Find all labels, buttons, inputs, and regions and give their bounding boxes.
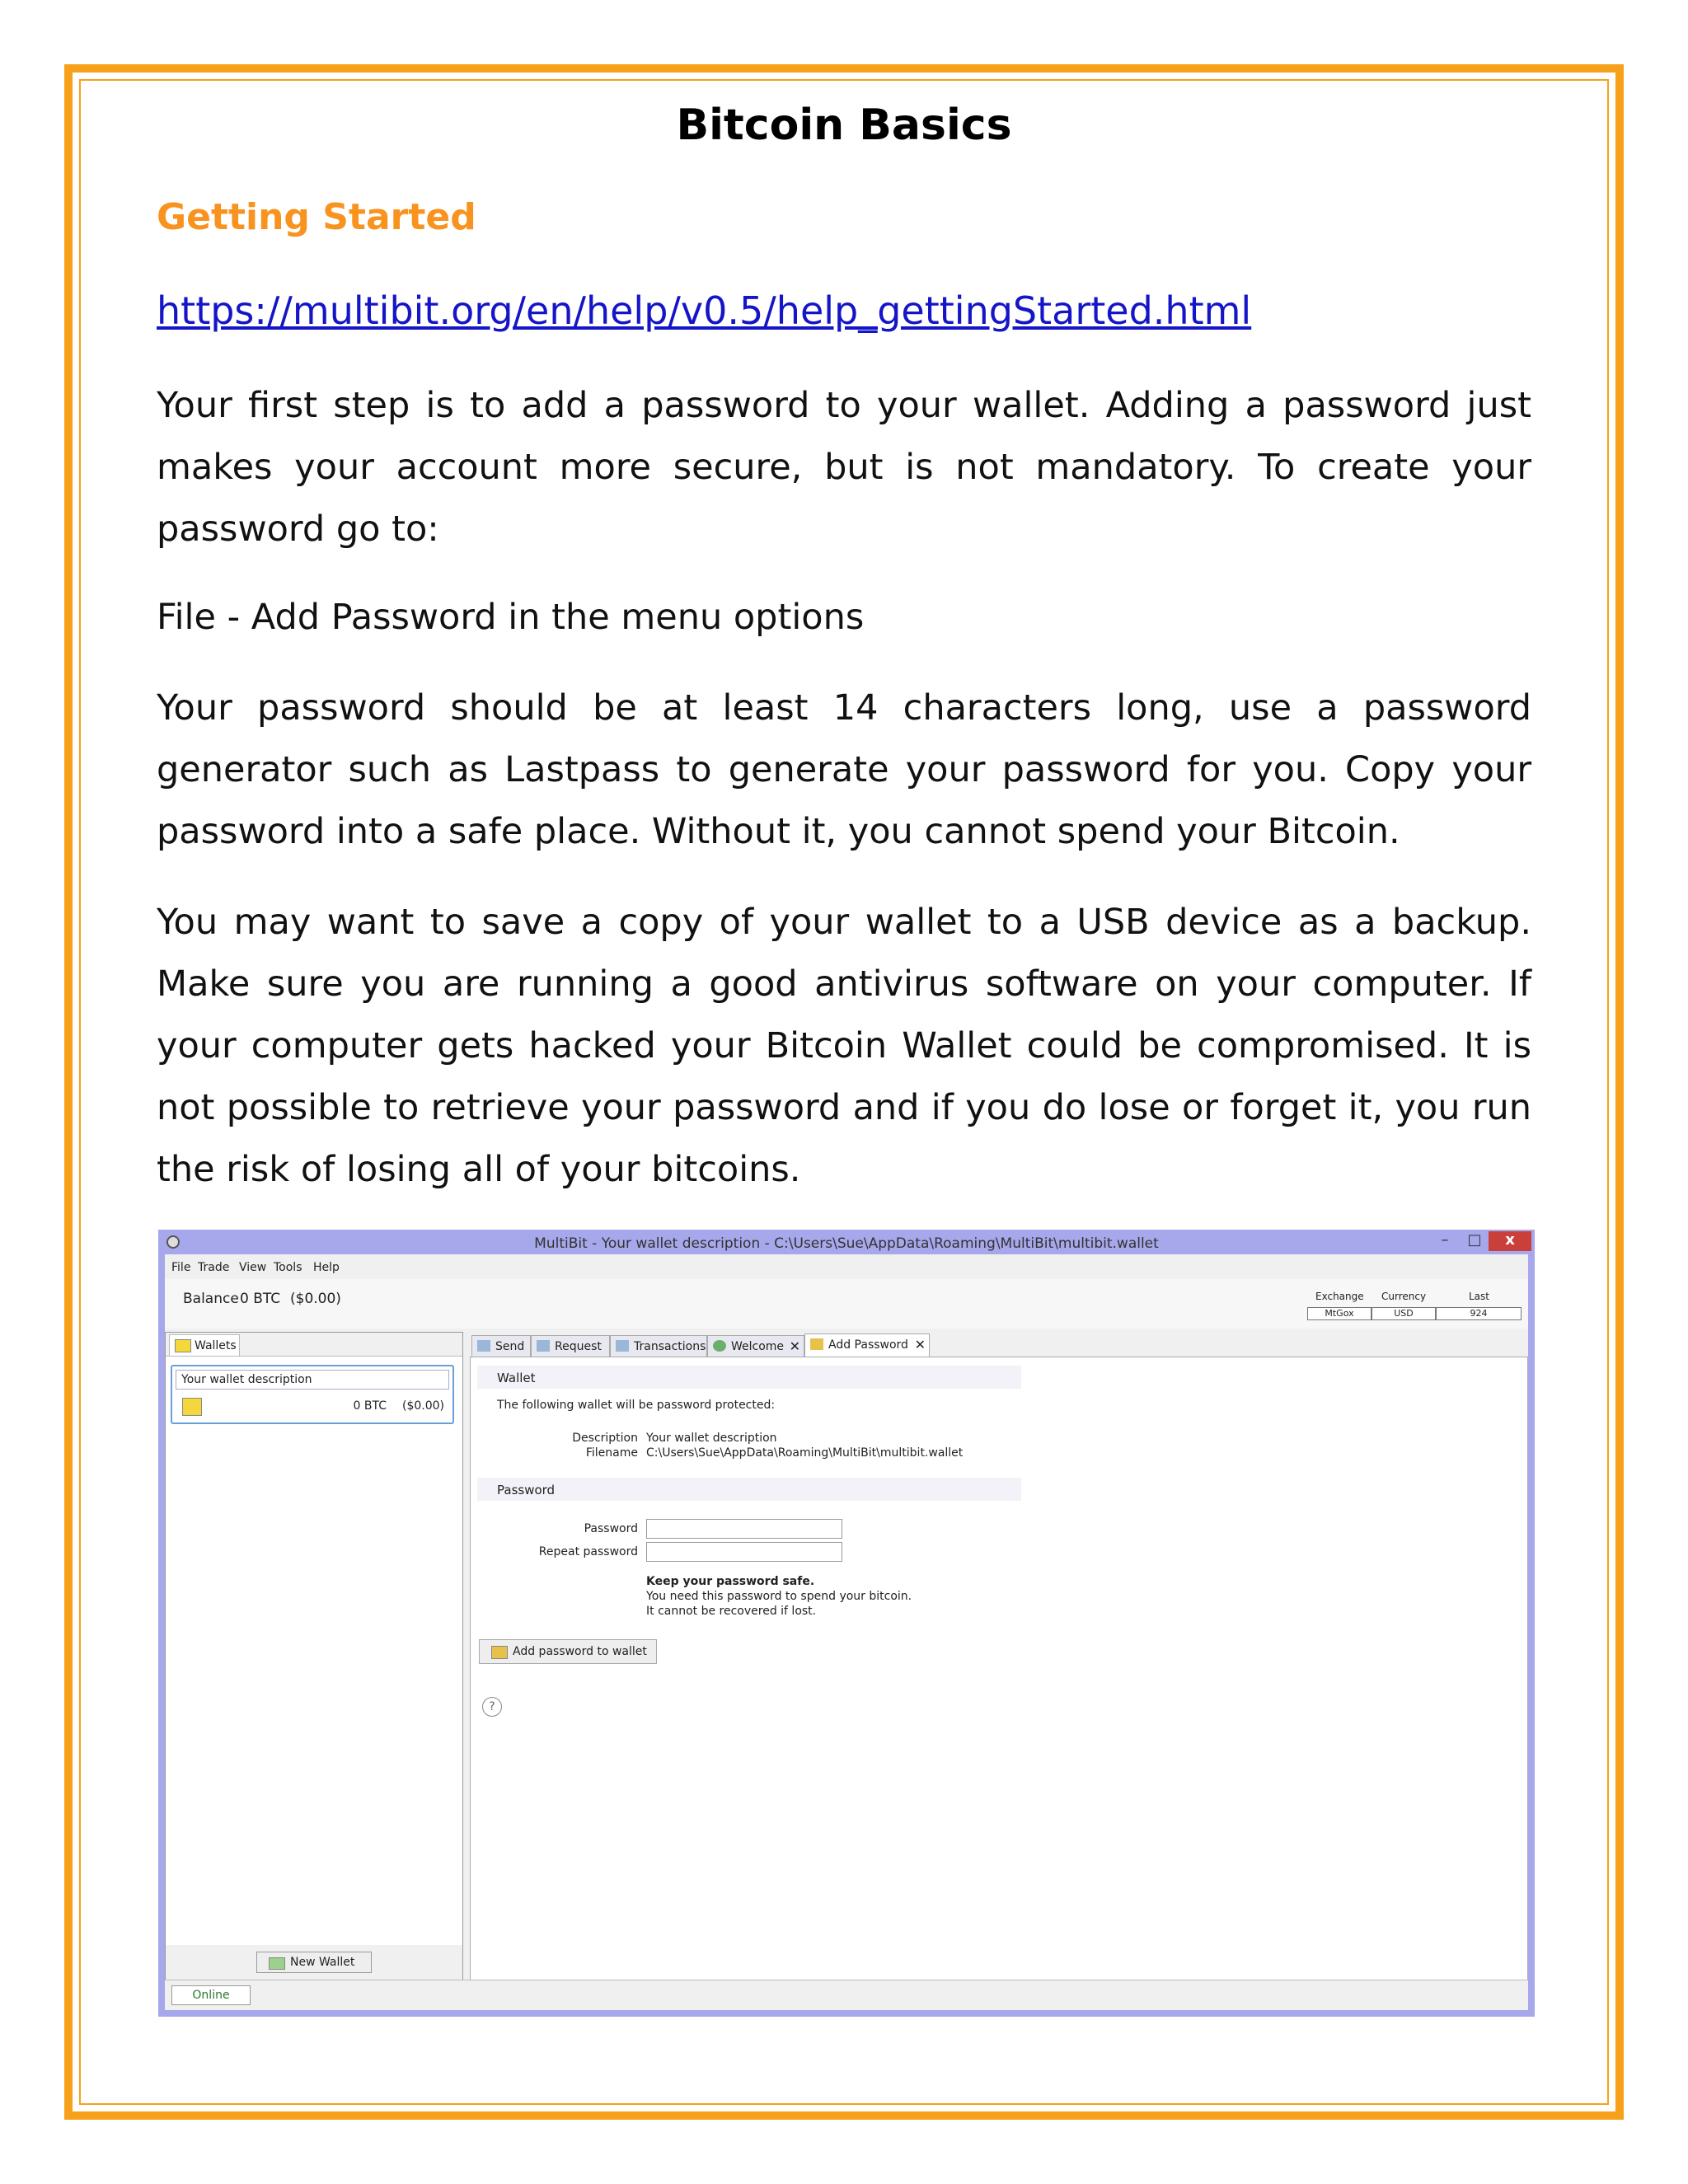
help-icon[interactable]: ? [482, 1697, 502, 1717]
add-password-label: Add password to wallet [513, 1645, 647, 1658]
tab-send-label: Send [495, 1340, 525, 1353]
main-area [470, 1332, 1528, 1980]
menu-file[interactable]: File [171, 1261, 191, 1274]
balance-btc: 0 BTC [240, 1291, 281, 1307]
wallet-btc: 0 BTC [353, 1399, 387, 1413]
ticker-exchange: MtGox [1307, 1307, 1372, 1320]
welcome-icon [713, 1340, 726, 1352]
repeat-password-input[interactable] [646, 1542, 842, 1562]
wallets-tab[interactable] [169, 1334, 240, 1357]
paragraph-1: Your first step is to add a password to your wallet. Adding a password just makes your account more secure, but is not mandatory. To create your password go to: [157, 385, 1531, 550]
window-titlebar [158, 1230, 1535, 1254]
repeat-password-label: Repeat password [538, 1545, 638, 1558]
balance-bar [165, 1279, 1528, 1329]
password-input[interactable] [646, 1519, 842, 1539]
tab-transactions-label: Transactions [634, 1340, 706, 1353]
tab-add-password[interactable] [804, 1333, 930, 1357]
wallet-status-icon [182, 1398, 202, 1416]
wallet-section-header [477, 1366, 1021, 1389]
tab-request-label: Request [555, 1340, 602, 1353]
note-title: Keep your password safe. [646, 1575, 815, 1588]
menu-view[interactable]: View [239, 1261, 267, 1274]
online-status: Online [171, 1985, 251, 2005]
help-link[interactable]: https://multibit.org/en/help/v0.5/help_gettingStarted.html [157, 288, 1252, 333]
tab-welcome-label: Welcome [731, 1340, 785, 1353]
close-tab-icon[interactable]: ✕ [789, 1338, 800, 1354]
lock-icon [810, 1338, 823, 1350]
send-icon [477, 1340, 490, 1352]
intro-text: The following wallet will be password protected: [497, 1399, 776, 1412]
tab-bar [470, 1332, 1528, 1357]
add-password-pane [470, 1357, 1528, 1980]
wallets-sidebar [165, 1332, 463, 1980]
description-value: Your wallet description [646, 1432, 777, 1445]
menu-help[interactable]: Help [313, 1261, 340, 1274]
filename-label: Filename [585, 1446, 638, 1460]
menu-tools[interactable]: Tools [274, 1261, 302, 1274]
wallets-tab-label: Wallets [195, 1339, 237, 1352]
multibit-screenshot [158, 1230, 1535, 2017]
status-bar [165, 1980, 1528, 2010]
ticker-header-last: Last [1469, 1291, 1489, 1302]
tab-welcome[interactable] [707, 1335, 804, 1357]
new-wallet-icon [269, 1957, 285, 1970]
note-line-1: You need this password to spend your bitcoin. [646, 1590, 912, 1603]
window-client [165, 1254, 1528, 2010]
new-wallet-label: New Wallet [290, 1956, 355, 1969]
section-heading: Getting Started [157, 196, 476, 238]
transactions-icon [616, 1340, 629, 1352]
paragraph-4: You may want to save a copy of your wallet to a USB device as a backup. Make sure you are running a good antivirus software on your computer. If your computer gets hacked your Bitcoin Wallet could be compromised. It is not possible to retrieve your password and if you do lose or forget it, you run the risk of losing all of your bitcoins. [157, 902, 1531, 1190]
ticker-currency: USD [1372, 1307, 1436, 1320]
tab-request[interactable] [531, 1335, 610, 1357]
window-title: MultiBit - Your wallet description - C:\Users\Sue\AppData\Roaming\MultiBit\multibit.wallet [534, 1235, 1159, 1252]
request-icon [537, 1340, 550, 1352]
menu-bar [165, 1254, 1528, 1279]
password-section-header [477, 1478, 1021, 1501]
sidebar-footer [166, 1945, 462, 1980]
tab-add-password-label: Add Password [828, 1338, 908, 1352]
password-section-label: Password [497, 1483, 556, 1497]
note-line-2: It cannot be recovered if lost. [646, 1605, 817, 1618]
close-button[interactable]: x [1489, 1231, 1531, 1251]
description-label: Description [572, 1432, 638, 1445]
password-label: Password [584, 1522, 638, 1535]
close-tab-icon[interactable]: ✕ [914, 1337, 926, 1352]
wallet-list [166, 1356, 462, 1945]
lock-icon [491, 1646, 508, 1659]
new-wallet-button[interactable] [256, 1952, 372, 1973]
maximize-button[interactable]: □ [1467, 1231, 1482, 1249]
tab-send[interactable] [471, 1335, 531, 1357]
add-password-button[interactable] [479, 1639, 657, 1664]
paragraph-2: File - Add Password in the menu options [157, 597, 865, 638]
wallet-icon [175, 1339, 191, 1352]
wallet-card[interactable] [171, 1365, 454, 1424]
balance-fiat: ($0.00) [290, 1291, 341, 1307]
menu-trade[interactable]: Trade [198, 1261, 230, 1274]
balance-label: Balance [183, 1291, 239, 1307]
wallet-section-label: Wallet [497, 1371, 536, 1385]
ticker-last: 924 [1436, 1307, 1522, 1320]
ticker-header-exchange: Exchange [1315, 1291, 1364, 1302]
tab-transactions[interactable] [610, 1335, 707, 1357]
minimize-button[interactable]: – [1441, 1231, 1449, 1249]
document-title: Bitcoin Basics [676, 101, 1012, 150]
paragraph-3: Your password should be at least 14 characters long, use a password generator such as Lastpass to generate your password for you. Copy your password into a safe place. Without it, you cannot spend your Bitcoin. [157, 687, 1531, 852]
wallet-name[interactable]: Your wallet description [176, 1370, 449, 1390]
wallet-fiat: ($0.00) [401, 1399, 444, 1413]
ticker-header-currency: Currency [1381, 1291, 1427, 1302]
filename-value: C:\Users\Sue\AppData\Roaming\MultiBit\multibit.wallet [646, 1446, 964, 1460]
exchange-ticker [1307, 1291, 1522, 1320]
